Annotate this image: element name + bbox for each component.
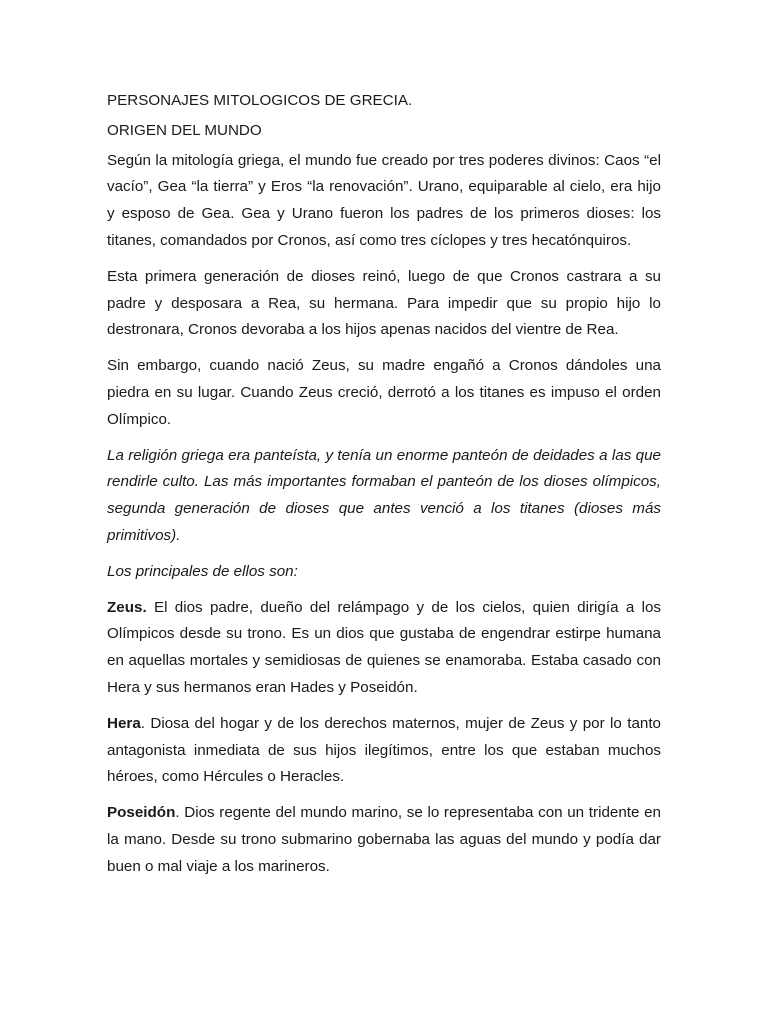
document-page <box>107 88 661 890</box>
god-name: Zeus. <box>107 598 147 616</box>
document-title: PERSONAJES MITOLOGICOS DE GRECIA. <box>107 92 413 109</box>
god-name: Poseidón <box>107 804 176 822</box>
god-description: El dios padre, dueño del relámpago y de los cielos, quien dirigía a los Olímpicos desde su trono. Es un dios que gustaba de engendrar estirpe humana en aquellas mortales y semidiosas de quienes se enamoraba. Estaba casado con Hera y sus hermanos eran Hades y Poseidón. <box>107 598 661 696</box>
god-entry-hera <box>107 711 661 791</box>
god-entry-poseidon <box>107 800 661 880</box>
paragraph-origin: Según la mitología griega, el mundo fue creado por tres poderes divinos: Caos “el vacío”, Gea “la tierra” y Eros “la renovación”. Urano, equiparable al cielo, era hijo y esposo de Gea. Gea y Urano fueron los padres de los primeros dioses: los titanes, comandados por Cronos, así como tres cíclopes y tres hecatónquiros. <box>107 151 661 249</box>
god-description: . Dios regente del mundo marino, se lo representaba con un tridente en la mano. Desde su trono submarino gobernaba las aguas del mundo y podía dar buen o mal viaje a los marineros. <box>107 804 661 875</box>
paragraph-zeus-birth: Sin embargo, cuando nació Zeus, su madre engañó a Cronos dándoles una piedra en su lugar. Cuando Zeus creció, derrotó a los titanes es impuso el orden Olímpico. <box>107 357 661 428</box>
god-name: Hera <box>107 714 141 732</box>
god-description: . Diosa del hogar y de los derechos maternos, mujer de Zeus y por lo tanto antagonista inmediata de sus hijos ilegítimos, entre los que estaban muchos héroes, como Hércules o Heracles. <box>107 714 661 786</box>
god-entry-zeus <box>107 595 661 702</box>
list-intro: Los principales de ellos son: <box>107 562 298 580</box>
section-heading: ORIGEN DEL MUNDO <box>107 121 262 139</box>
paragraph-religion: La religión griega era panteísta, y tenía un enorme panteón de deidades a las que rendirle culto. Las más importantes formaban el panteón de los dioses olímpicos, segunda generación de dioses que antes venció a los titanes (dioses más primitivos). <box>107 446 661 544</box>
paragraph-first-generation: Esta primera generación de dioses reinó, luego de que Cronos castrara a su padre y desposara a Rea, su hermana. Para impedir que su propio hijo lo destronara, Cronos devoraba a los hijos apenas nacidos del vientre de Rea. <box>107 267 661 339</box>
